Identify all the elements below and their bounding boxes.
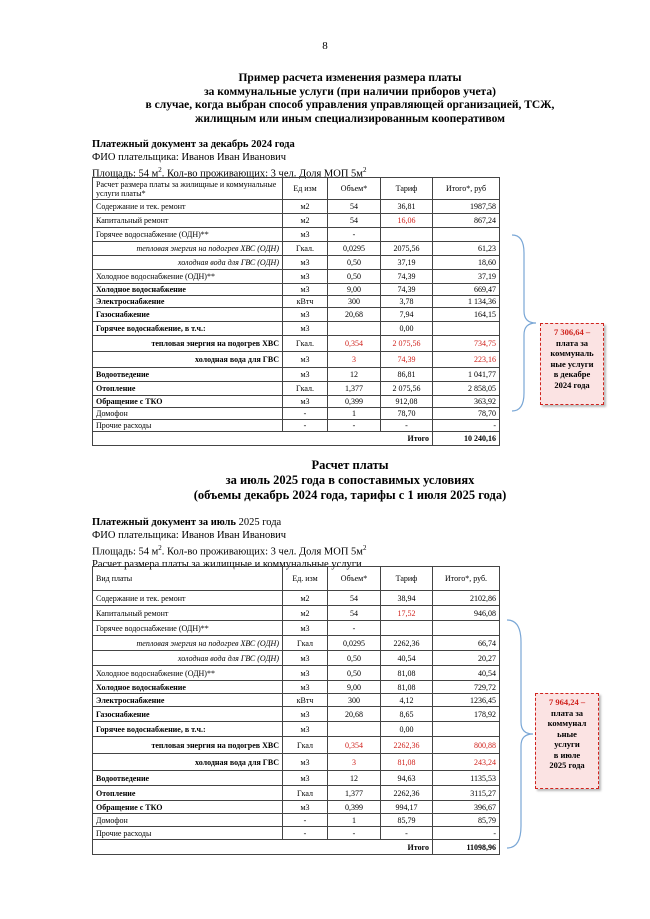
cell-name: Горячее водоснабжение (ОДН)** [93,621,283,636]
cell-vol: 54 [328,606,381,621]
cell-vol: 9,00 [328,284,381,296]
cell-total: - [433,827,500,840]
table-row [93,228,500,242]
cell-name: Обращение с ТКО [93,801,283,814]
cell-name: Прочие расходы [93,827,283,840]
cell-vol: 0,50 [328,666,381,681]
table-row [93,827,500,840]
total-row [93,840,500,855]
cell-unit: м3 [283,722,328,737]
cell-total [433,722,500,737]
table-row [93,368,500,382]
cell-total: 1236,45 [433,694,500,707]
section-title-line-3: (объемы декабрь 2024 года, тарифы с 1 июля 2025 года) [193,488,507,502]
total-label: Итого [93,432,433,446]
total-value: 11098,96 [433,840,500,855]
cell-tariff: 40,54 [381,651,433,666]
cell-total: 223,16 [433,352,500,368]
cell-name: Капитальный ремонт [93,606,283,621]
doc1-payer: ФИО плательщика: Иванов Иван Иванович [92,151,287,163]
cell-tariff: 2075,56 [381,242,433,256]
table-row [93,270,500,284]
cell-tariff: - [381,420,433,432]
cell-total: 178,92 [433,707,500,722]
cell-tariff: 81,08 [381,754,433,771]
cell-tariff: 74,39 [381,270,433,284]
cell-name: Домофон [93,814,283,827]
cell-tariff: 2 075,56 [381,336,433,352]
cell-tariff: 912,08 [381,396,433,408]
doc1-area: Площадь: 54 $м^2$. Кол-во проживающих: 3 чел. Доля МОП $5м^2$ [92,166,367,180]
cell-vol: 54 [328,200,381,214]
table-row [93,352,500,368]
cell-vol: 12 [328,368,381,382]
doc2-area: Площадь: 54 $м^2$. Кол-во проживающих: 3 чел. Доля МОП $5м^2$ [92,544,367,558]
cell-vol: 20,68 [328,308,381,322]
cell-vol: 0,50 [328,256,381,270]
col-header-unit: Ед изм [283,178,328,200]
table-row [93,737,500,754]
cell-tariff: 81,08 [381,666,433,681]
cell-name: Холодное водоснабжение (ОДН)** [93,270,283,284]
cell-unit: Гкал. [283,242,328,256]
cell-name: Горячее водоснабжение, в т.ч.: [93,322,283,336]
cell-tariff: 86,81 [381,368,433,382]
cell-vol: 300 [328,296,381,308]
cell-unit: Гкал. [283,336,328,352]
cell-unit: м2 [283,591,328,606]
cell-name: Горячее водоснабжение (ОДН)** [93,228,283,242]
table-row [93,284,500,296]
table-row [93,606,500,621]
cell-unit: Гкал [283,636,328,651]
table-row [93,296,500,308]
cell-unit: м2 [283,200,328,214]
cell-total: 40,54 [433,666,500,681]
cell-total: 734,75 [433,336,500,352]
cell-total: 85,79 [433,814,500,827]
table-row [93,801,500,814]
cell-unit: м3 [283,284,328,296]
page-number: 8 [322,40,328,52]
cell-vol: 1 [328,408,381,420]
cell-tariff: 3,78 [381,296,433,308]
table-row [93,308,500,322]
cell-name: Капитальный ремонт [93,214,283,228]
section-title [60,458,640,503]
cell-name: Электроснабжение [93,694,283,707]
cell-total: - [433,420,500,432]
cell-total: 3115,27 [433,786,500,801]
cell-vol: 9,00 [328,681,381,694]
table-row [93,681,500,694]
cell-total [433,322,500,336]
table-row [93,771,500,786]
cell-total [433,228,500,242]
table-row [93,396,500,408]
cell-vol: - [328,420,381,432]
cell-unit: м3 [283,256,328,270]
cell-name: холодная вода для ГВС [93,352,283,368]
cell-name: Обращение с ТКО [93,396,283,408]
cell-unit: м3 [283,801,328,814]
doc1-note: 7 306,64 – плата за коммуналь ные услуги в декабре 2024 года [540,323,604,405]
table-row [93,621,500,636]
cell-vol: 0,354 [328,737,381,754]
cell-total: 363,92 [433,396,500,408]
cell-tariff [381,228,433,242]
col-header-tariff: Тариф [381,178,433,200]
cell-name: Водоотведение [93,368,283,382]
cell-tariff: 0,00 [381,722,433,737]
doc1-heading: Платежный документ за декабрь 2024 года [92,139,295,150]
cell-unit: м2 [283,606,328,621]
cell-tariff: 37,19 [381,256,433,270]
title-line-1: Пример расчета изменения размера платы [238,72,462,84]
total-label: Итого [93,840,433,855]
cell-total: 669,47 [433,284,500,296]
table-row [93,722,500,737]
col-header-vol: Объем* [328,567,381,591]
cell-total: 18,60 [433,256,500,270]
cell-name: тепловая энергия на подогрев ХВС [93,336,283,352]
cell-tariff: 74,39 [381,352,433,368]
doc1-header [92,139,366,181]
cell-unit: м3 [283,396,328,408]
cell-vol: 1 [328,814,381,827]
table-row [93,694,500,707]
cell-vol: 0,50 [328,651,381,666]
cell-tariff [381,621,433,636]
cell-tariff: 81,08 [381,681,433,694]
cell-unit: м3 [283,270,328,284]
doc2-brace [505,618,537,850]
table-row [93,408,500,420]
cell-vol: 0,50 [328,270,381,284]
cell-tariff: 16,06 [381,214,433,228]
col-header-total: Итого*, руб [433,178,500,200]
cell-name: холодная вода для ГВС [93,754,283,771]
cell-vol: 1,377 [328,786,381,801]
section-title-line-1: Расчет платы [311,458,389,472]
doc2-note: 7 964,24 – плата за коммунал ьные услуги в июле 2025 года [535,693,599,789]
cell-unit: - [283,408,328,420]
cell-vol: 0,399 [328,396,381,408]
cell-unit: м3 [283,707,328,722]
cell-tariff: 4,12 [381,694,433,707]
table-row [93,242,500,256]
cell-tariff: 85,79 [381,814,433,827]
title-line-4: жилищным или иным специализированным кооперативом [195,112,505,125]
cell-total: 78,70 [433,408,500,420]
cell-name: Холодное водоснабжение [93,284,283,296]
cell-tariff: 994,17 [381,801,433,814]
cell-total: 1 041,77 [433,368,500,382]
table-row [93,256,500,270]
cell-total: 800,88 [433,737,500,754]
cell-name: тепловая энергия на подогрев ХВС (ОДН) [93,242,283,256]
cell-unit: Гкал [283,737,328,754]
cell-unit: Гкал. [283,382,328,396]
cell-tariff: 8,65 [381,707,433,722]
cell-name: Газоснабжение [93,707,283,722]
table-row [93,666,500,681]
doc2-calc-line: Расчет размера платы за жилищные и коммунальные услуги [92,559,362,570]
cell-unit: м3 [283,771,328,786]
doc2-heading: Платежный документ за июль 2025 года [92,517,282,528]
cell-vol: 0,0295 [328,636,381,651]
cell-total: 20,27 [433,651,500,666]
cell-name: Отопление [93,786,283,801]
title-line-3: в случае, когда выбран способ управления управляющей организацией, ТСЖ, [145,99,555,111]
col-header-name: Расчет размера платы за жилищные и коммунальные услуги платы* [93,178,283,200]
cell-vol [328,322,381,336]
table-row [93,651,500,666]
cell-unit: м3 [283,228,328,242]
cell-tariff: 0,00 [381,322,433,336]
cell-total: 867,24 [433,214,500,228]
col-header-tariff: Тариф [381,567,433,591]
cell-total: 2102,86 [433,591,500,606]
table-row [93,707,500,722]
cell-tariff: 94,63 [381,771,433,786]
col-header-unit: Ед. изм [283,567,328,591]
cell-tariff: 2262,36 [381,636,433,651]
cell-vol: 300 [328,694,381,707]
cell-unit: - [283,814,328,827]
cell-unit: м2 [283,214,328,228]
col-header-name: Вид платы [93,567,283,591]
cell-total: 729,72 [433,681,500,694]
cell-tariff: 2 075,56 [381,382,433,396]
cell-unit: кВтч [283,296,328,308]
cell-unit: м3 [283,368,328,382]
cell-name: Содержание и тек. ремонт [93,591,283,606]
cell-vol: 12 [328,771,381,786]
cell-total: 37,19 [433,270,500,284]
doc1-table [92,177,500,446]
cell-vol: 0,399 [328,801,381,814]
cell-name: холодная вода для ГВС (ОДН) [93,256,283,270]
doc1-brace [510,233,540,413]
cell-unit: м3 [283,754,328,771]
cell-name: холодная вода для ГВС (ОДН) [93,651,283,666]
cell-unit: м3 [283,322,328,336]
cell-total: 2 858,05 [433,382,500,396]
cell-unit: - [283,827,328,840]
cell-unit: м3 [283,681,328,694]
cell-vol: 54 [328,591,381,606]
cell-name: Отопление [93,382,283,396]
cell-name: Холодное водоснабжение (ОДН)** [93,666,283,681]
cell-name: Прочие расходы [93,420,283,432]
cell-vol [328,722,381,737]
total-value: 10 240,16 [433,432,500,446]
cell-vol: 0,354 [328,336,381,352]
cell-vol: 54 [328,214,381,228]
cell-total: 164,15 [433,308,500,322]
cell-name: Холодное водоснабжение [93,681,283,694]
cell-name: тепловая энергия на подогрев ХВС [93,737,283,754]
cell-name: Горячее водоснабжение, в т.ч.: [93,722,283,737]
cell-tariff: 17,52 [381,606,433,621]
cell-unit: м3 [283,621,328,636]
doc2-table [92,566,500,855]
col-header-vol: Объем* [328,178,381,200]
table-row [93,336,500,352]
cell-unit: м3 [283,352,328,368]
col-header-total: Итого*, руб. [433,567,500,591]
cell-vol: - [328,827,381,840]
cell-unit: кВтч [283,694,328,707]
cell-name: Домофон [93,408,283,420]
cell-tariff: 2262,36 [381,737,433,754]
table-row [93,754,500,771]
cell-vol: 1,377 [328,382,381,396]
cell-total: 1 134,36 [433,296,500,308]
section-title-line-2: за июль 2025 года в сопоставимых условиях [225,473,475,487]
table-row [93,382,500,396]
cell-vol: 20,68 [328,707,381,722]
table-row [93,200,500,214]
cell-total: 61,23 [433,242,500,256]
cell-vol: - [328,228,381,242]
cell-total: 1135,53 [433,771,500,786]
table-row [93,636,500,651]
table-row [93,786,500,801]
cell-unit: Гкал [283,786,328,801]
cell-tariff: 36,81 [381,200,433,214]
cell-vol: - [328,621,381,636]
cell-name: тепловая энергия на подогрев ХВС (ОДН) [93,636,283,651]
cell-tariff: 7,94 [381,308,433,322]
cell-vol: 3 [328,754,381,771]
cell-tariff: 74,39 [381,284,433,296]
table-row [93,420,500,432]
cell-unit: - [283,420,328,432]
table-row [93,814,500,827]
cell-total: 1987,58 [433,200,500,214]
doc2-payer: ФИО плательщика: Иванов Иван Иванович [92,529,287,541]
cell-unit: м3 [283,666,328,681]
cell-total: 66,74 [433,636,500,651]
table-row [93,214,500,228]
table-row [93,591,500,606]
cell-tariff: 78,70 [381,408,433,420]
cell-name: Содержание и тек. ремонт [93,200,283,214]
total-row [93,432,500,446]
cell-unit: м3 [283,308,328,322]
cell-total: 243,24 [433,754,500,771]
cell-total: 946,08 [433,606,500,621]
cell-total [433,621,500,636]
document-title [60,72,640,126]
cell-name: Газоснабжение [93,308,283,322]
title-line-2: за коммунальные услуги (при наличии приборов учета) [204,85,496,98]
cell-name: Водоотведение [93,771,283,786]
cell-tariff: - [381,827,433,840]
doc2-header [92,517,366,572]
cell-tariff: 38,94 [381,591,433,606]
cell-vol: 0,0295 [328,242,381,256]
table-row [93,322,500,336]
cell-name: Электроснабжение [93,296,283,308]
cell-vol: 3 [328,352,381,368]
cell-tariff: 2262,36 [381,786,433,801]
cell-total: 396,67 [433,801,500,814]
cell-unit: м3 [283,651,328,666]
